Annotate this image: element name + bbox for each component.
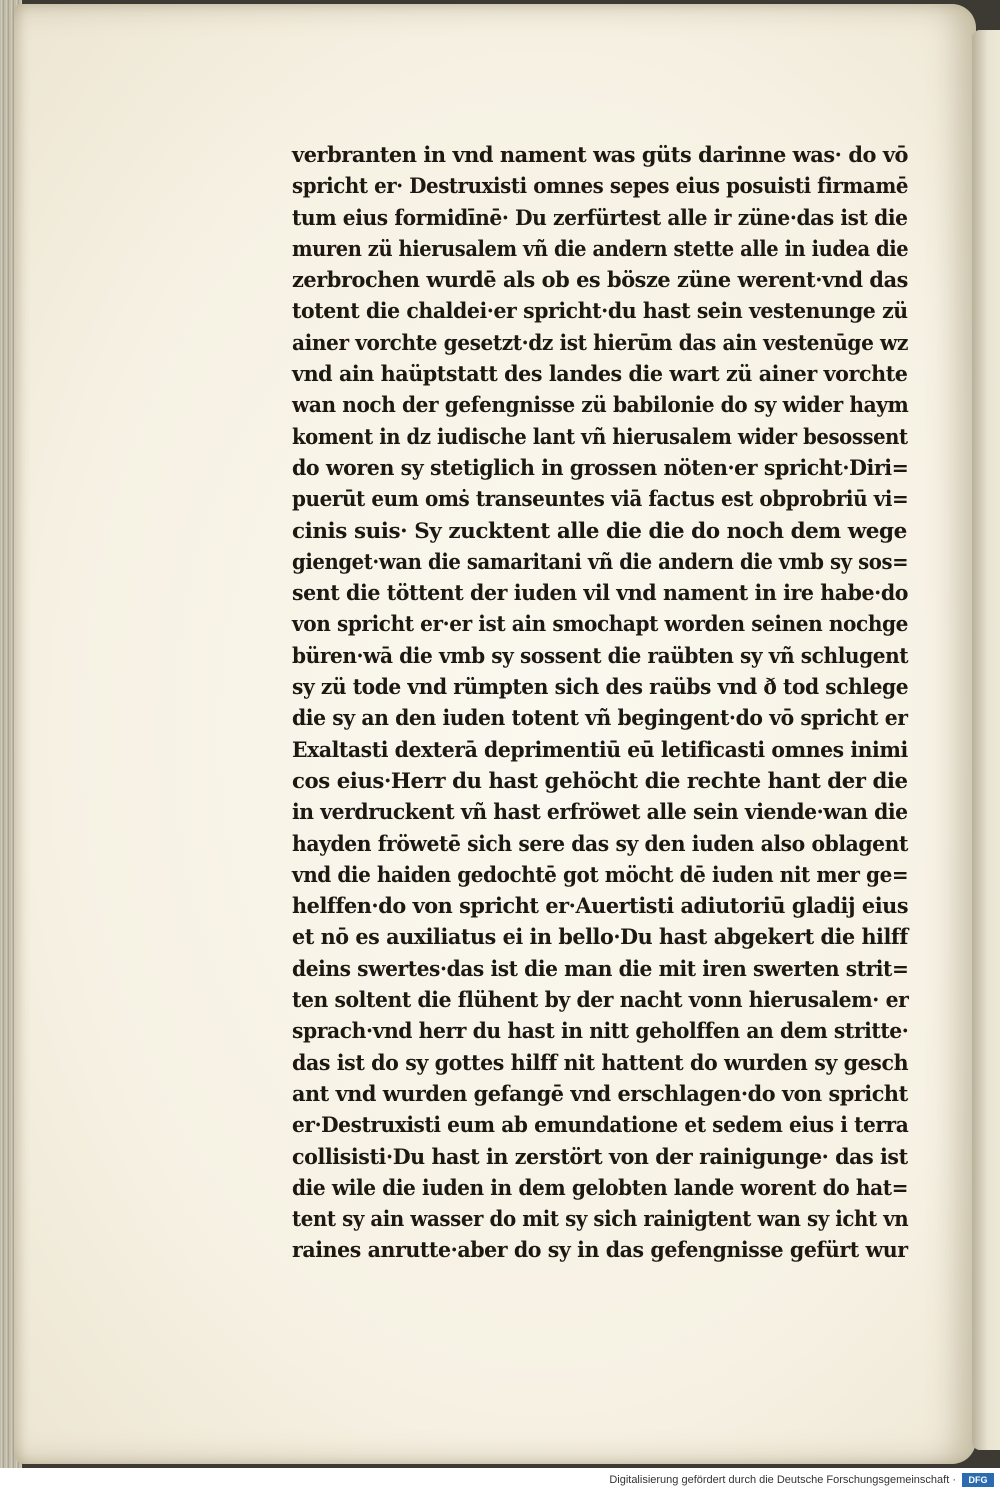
text-line: cos eius·Herr du hast gehöcht die rechte hant der die [292,768,908,794]
text-line: vnd ain haüptstatt des landes die wart zü ainer vorchte [292,362,908,388]
text-line: helffen·do von spricht er·Auertisti adiutoriū gladij eius [292,894,909,920]
text-line: gienget·wan die samaritani vñ die andern die vmb sy sos= [292,549,909,575]
text-line: koment in dz iudische lant vñ hierusalem wider besossent [292,424,908,450]
text-line: Exaltasti dexterā deprimentiū eū letificasti omnes inimi [292,737,908,763]
text-line: die wile die iuden in dem gelobten lande worent do hat= [292,1175,909,1201]
text-line: tent sy ain wasser do mit sy sich rainigtent wan sy icht vn [292,1207,909,1233]
text-line: er·Destruxisti eum ab emundatione et sedem eius i terra [292,1113,909,1139]
text-line: totent die chaldei·er spricht·du hast sein vestenunge zü [292,299,908,325]
text-line: sy zü tode vnd rümpten sich des raübs vnd ð tod schlege [292,675,909,701]
text-line: von spricht er·er ist ain smochapt worden seinen nochge [292,612,908,638]
text-line: sent die töttent der iuden vil vnd nament in ire habe·do [292,581,909,607]
text-line: sprach·vnd herr du hast in nitt geholffen an dem stritte· [292,1019,909,1045]
blackletter-text-block [292,140,908,1267]
text-line: in verdruckent vñ hast erfröwet alle sein viende·wan die [292,800,908,826]
text-line: et nō es auxiliatus ei in bello·Du hast abgekert die hilff [292,925,908,951]
text-line: verbranten in vnd nament was güts darinne was· do vō [292,143,909,168]
text-line: spricht er· Destruxisti omnes sepes eius posuisti firmamē [292,174,909,200]
text-line: hayden fröwetē sich sere das sy den iuden also oblagent [292,831,908,857]
text-line: ant vnd wurden gefangē vnd erschlagen·do von spricht [292,1081,908,1107]
facing-page-edge [972,30,1000,1450]
text-line: deins swertes·das ist die man die mit iren swerten strit= [292,956,909,982]
footer-bar [0,1468,1000,1494]
text-line: puerūt eum omṡ transeuntes viā factus est obprobriū vi= [292,487,909,513]
text-line: vnd die haiden gedochtē got möcht dē iuden nit mer ge= [292,862,909,888]
text-line: wan noch der gefengnisse zü babilonie do sy wider haym [292,393,909,419]
text-line: die sy an den iuden totent vñ begingent·do vō spricht er [292,706,908,732]
text-line: das ist do sy gottes hilff nit hattent do wurden sy gesch [292,1050,909,1076]
text-line: tum eius formidīnē· Du zerfürtest alle ir züne·das ist die [292,205,908,231]
text-line: collisisti·Du hast in zerstört von der rainigunge· das ist [292,1144,908,1170]
text-line: raines anrutte·aber do sy in das gefengnisse gefürt wur [292,1238,908,1264]
text-line: ainer vorchte gesetzt·dz ist hierūm das ain vestenūge wz [292,330,908,356]
text-line: do woren sy stetiglich in grossen nöten·er spricht·Diri= [292,455,909,481]
dfg-logo-icon: DFG [962,1473,994,1487]
text-line: ten soltent die flühent by der nacht vonn hierusalem· er [292,988,909,1014]
text-line: zerbrochen wurdē als ob es bösze züne werent·vnd das [292,268,908,294]
text-line: cinis suis· Sy zucktent alle die die do noch dem wege [292,518,907,544]
funding-credit: Digitalisierung gefördert durch die Deutsche Forschungsgemeinschaft · [609,1474,956,1486]
text-line: muren zü hierusalem vñ die andern stette alle in iudea die [292,236,909,262]
text-line: büren·wā die vmb sy sossent die raübten sy vñ schlugent [292,643,909,669]
